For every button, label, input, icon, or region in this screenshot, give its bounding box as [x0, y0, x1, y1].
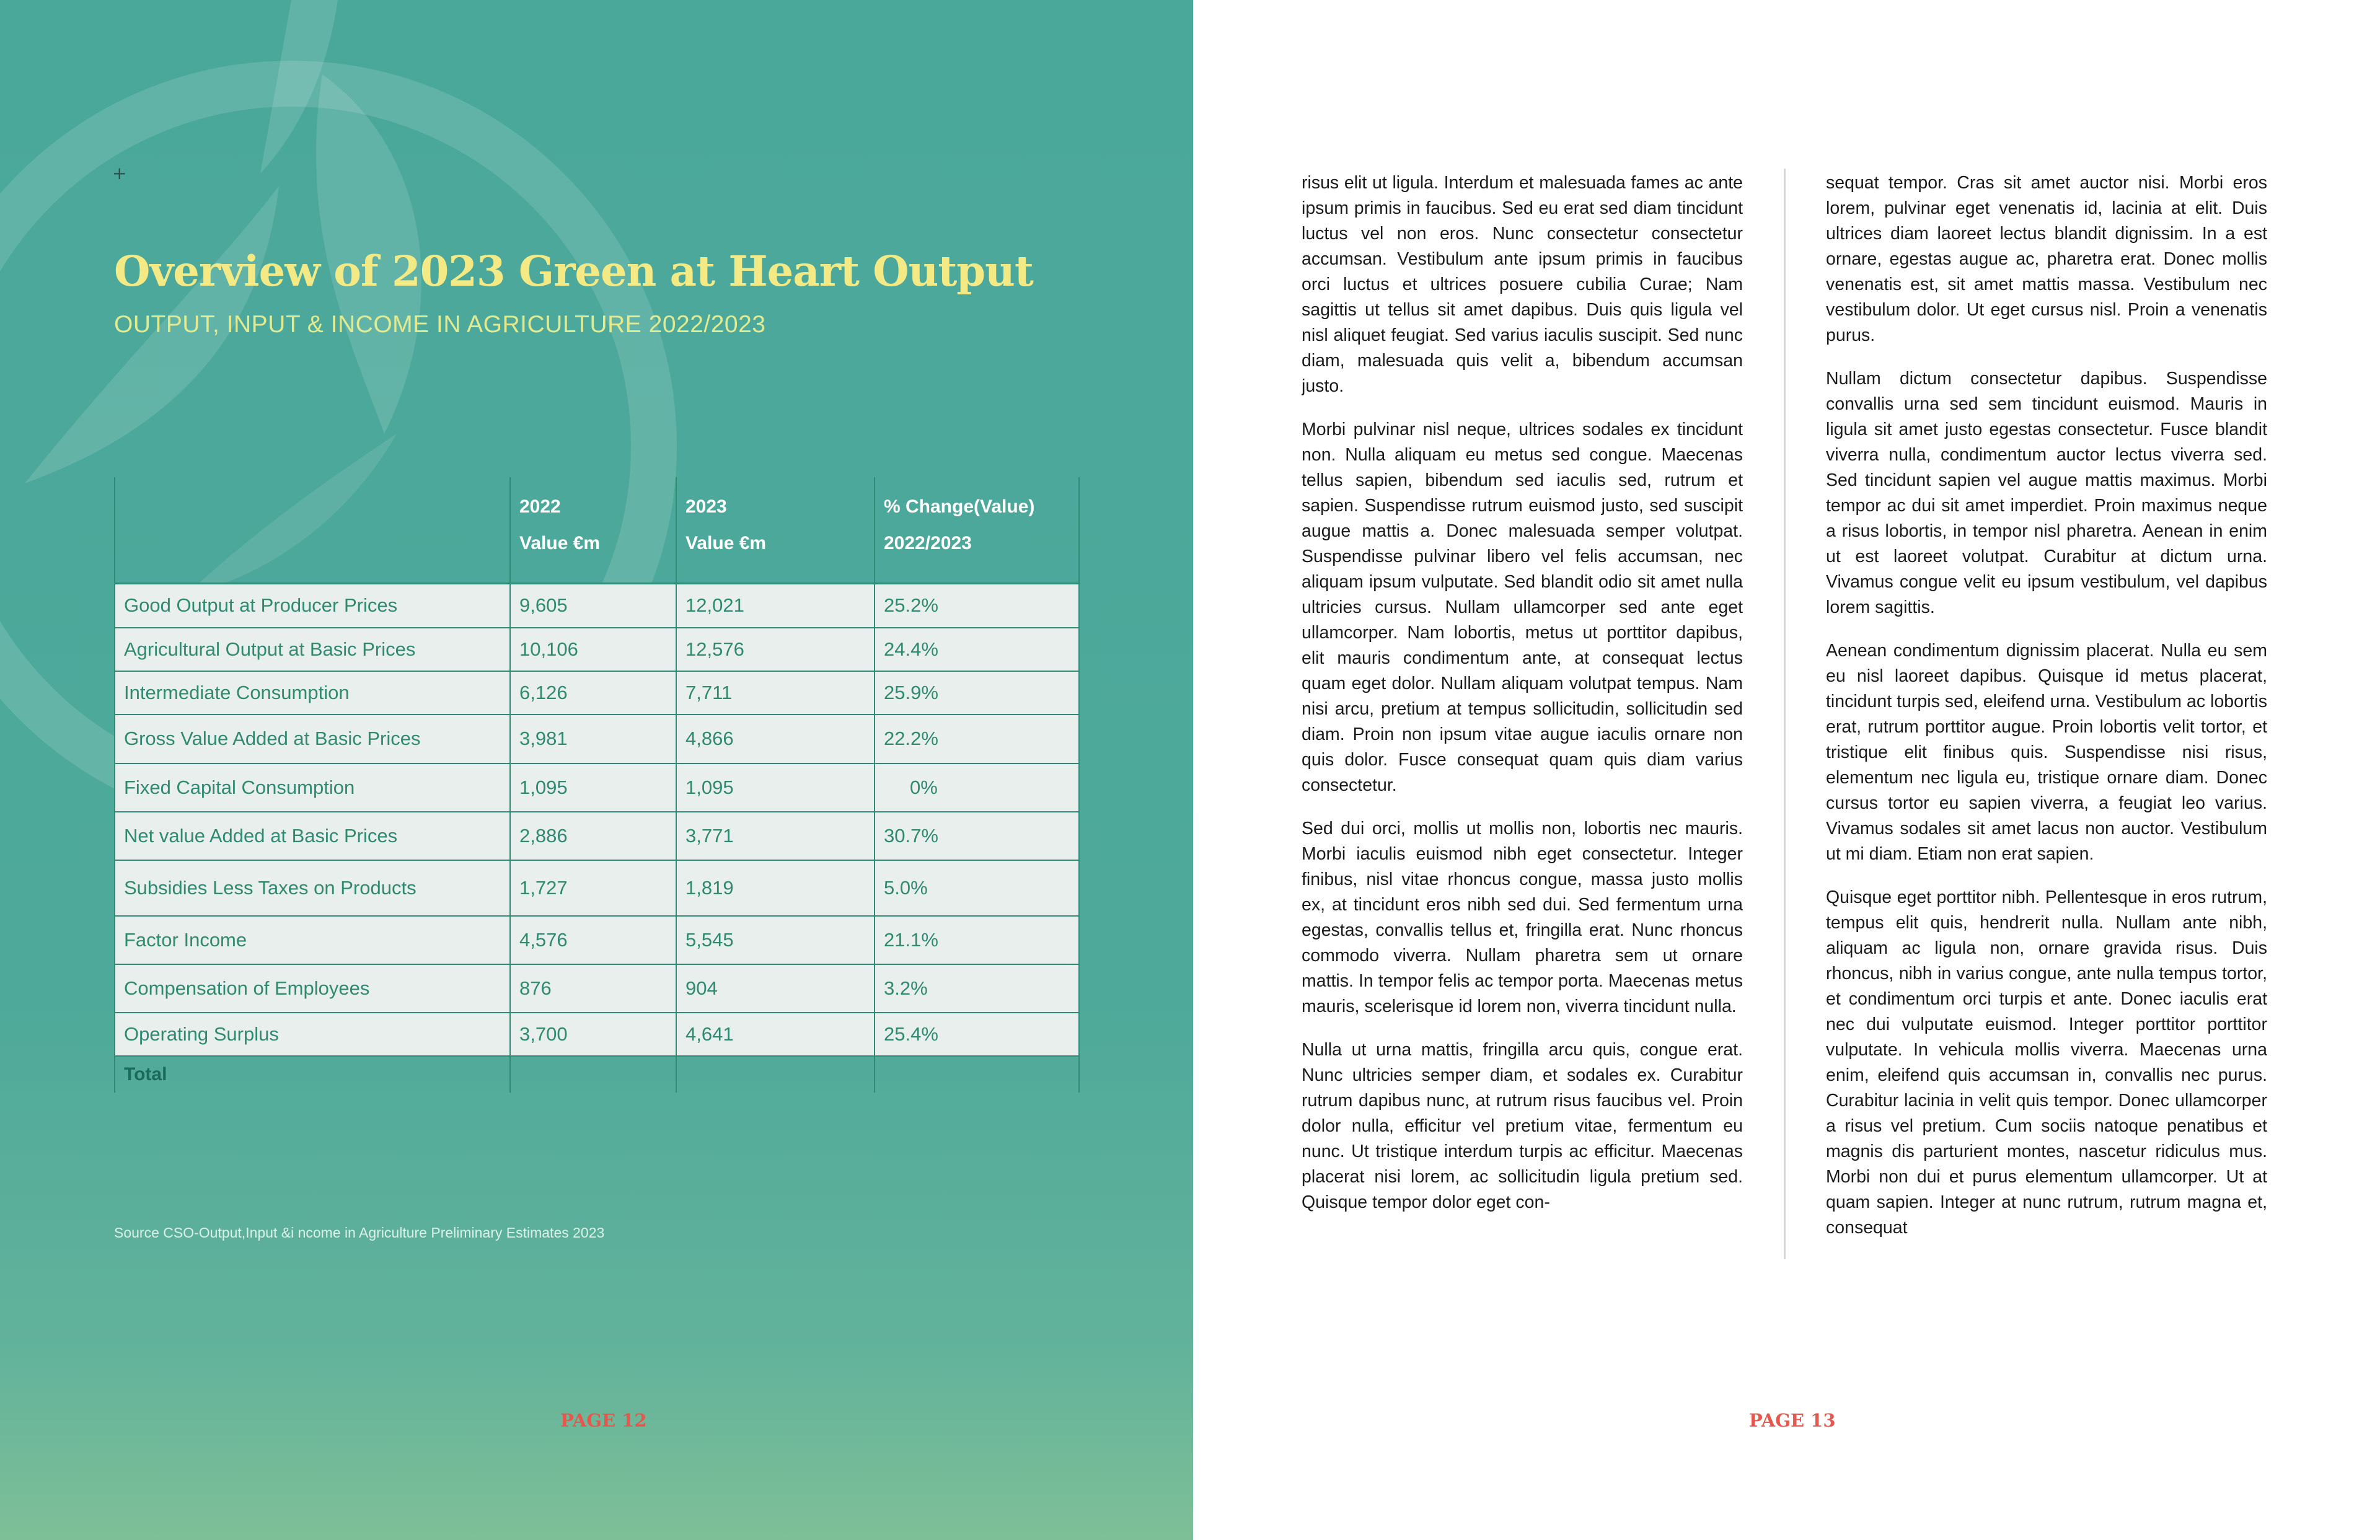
crop-mark: +: [112, 163, 127, 183]
value-change: 25.9%: [875, 671, 1079, 715]
table-row: [115, 860, 1079, 916]
value-2023: 904: [676, 964, 875, 1013]
value-2022: 1,095: [510, 763, 676, 812]
table-row: [115, 584, 1079, 628]
value-2022: 3,700: [510, 1013, 676, 1056]
value-change: 25.2%: [875, 584, 1079, 628]
value-2023: 7,711: [676, 671, 875, 715]
value-2023: 1,095: [676, 763, 875, 812]
table-row: [115, 812, 1079, 860]
value-change: 24.4%: [875, 628, 1079, 671]
value-2022: 9,605: [510, 584, 676, 628]
body-paragraph: Aenean condimentum dignissim placerat. Nulla eu sem eu nisl laoreet dapibus. Quisque id metus placerat, tincidunt turpis sed, eleifend urna. Vestibulum ac lobortis erat, rutrum porttitor augue. Proin lobortis velit tortor, et tristique elit finibus quis. Suspendisse nisi risus, elementum nec ligula eu, tristique ornare diam. Donec cursus tortor eu sapien viverra, a feugiat leo varius. Vivamus sodales sit amet lacus non auctor. Vestibulum ut mi diam. Etiam non erat sapien.: [1826, 641, 2267, 864]
page-number-right: PAGE 13: [1749, 1410, 1836, 1431]
page-title: Overview of 2023 Green at Heart Output: [114, 247, 1033, 296]
value-2022: 3,981: [510, 715, 676, 763]
value-2023: 4,866: [676, 715, 875, 763]
text-column-right: [1826, 170, 2267, 1261]
header-cell: Value €m: [510, 528, 676, 584]
value-2022: 2,886: [510, 812, 676, 860]
table-total-row: [115, 1056, 1079, 1093]
table-row: [115, 628, 1079, 671]
total-cell: [875, 1056, 1079, 1093]
value-2022: 4,576: [510, 916, 676, 964]
value-2022: 10,106: [510, 628, 676, 671]
source-note: Source CSO-Output,Input &i ncome in Agriculture Preliminary Estimates 2023: [114, 1225, 605, 1241]
total-cell: [676, 1056, 875, 1093]
value-2023: 3,771: [676, 812, 875, 860]
row-label: Compensation of Employees: [115, 964, 510, 1013]
value-2023: 5,545: [676, 916, 875, 964]
value-2023: 12,021: [676, 584, 875, 628]
table-row: [115, 916, 1079, 964]
text-column-left: [1302, 170, 1743, 1261]
value-change: 22.2%: [875, 715, 1079, 763]
page-subtitle: OUTPUT, INPUT & INCOME IN AGRICULTURE 2022/2023: [114, 311, 766, 338]
header-cell: Value €m: [676, 528, 875, 584]
row-label: Fixed Capital Consumption: [115, 763, 510, 812]
body-paragraph: Sed dui orci, mollis ut mollis non, lobortis nec mauris. Morbi iaculis euismod nibh eget consectetur. Integer finibus, nisl vitae rhoncus congue, massa justo mollis ex, at tincidunt eros nibh sed dui. Sed fermentum urna egestas, convallis tellus et, fringilla erat. Nunc rhoncus commodo viverra. Nullam pharetra sem ut ornare mattis. In tempor felis ac tempor porta. Maecenas metus mauris, scelerisque id lorem non, viverra tincidunt nulla.: [1302, 819, 1743, 1016]
body-paragraph: Quisque eget porttitor nibh. Pellentesque in eros rutrum, tempus elit quis, hendrerit nulla. Nullam ante nibh, aliquam ac ligula non, ornare gravida risus. Duis rhoncus, nibh in varius congue, ante nulla tempus tortor, et condimentum orci turpis et ante. Donec iaculis erat nec dui vulputate euismod. Integer porttitor porttitor vulputate. In vehicula mollis viverra. Maecenas urna enim, eleifend quis accumsan in, convallis nec purus. Curabitur lacinia in velit quis tempor. Donec ullamcorper a risus vel pretium. Cum sociis natoque penatibus et magnis dis parturient montes, nascetur ridiculus mus. Morbi non dui et purus elementum ullamcorper. Ut at quam sapien. Integer at nunc rutrum, rutrum magna et, consequat: [1826, 887, 2267, 1238]
body-paragraph: risus elit ut ligula. Interdum et malesuada fames ac ante ipsum primis in faucibus. Sed eu erat sed diam tincidunt luctus vel non eros. Nunc consectetur consectetur accumsan. Vestibulum ante ipsum primis in faucibus orci luctus et ultrices posuere cubilia Curae; Nam sagittis ut tellus sit amet dapibus. Duis quis ligula vel nisl aliquet feugiat. Sed varius iaculis suscipit. Sed nunc diam, malesuada quis velit a, bibendum accumsan justo.: [1302, 173, 1743, 396]
value-2023: 4,641: [676, 1013, 875, 1056]
value-2022: 1,727: [510, 860, 676, 916]
value-change: 5.0%: [875, 860, 1079, 916]
value-change: 0%: [875, 763, 1079, 812]
value-2023: 12,576: [676, 628, 875, 671]
row-label: Agricultural Output at Basic Prices: [115, 628, 510, 671]
value-change: 25.4%: [875, 1013, 1079, 1056]
table-row: [115, 671, 1079, 715]
value-change: 21.1%: [875, 916, 1079, 964]
header-cell: [115, 528, 510, 584]
table-subheader-row: [115, 528, 1079, 584]
value-2023: 1,819: [676, 860, 875, 916]
value-2022: 876: [510, 964, 676, 1013]
total-label: Total: [115, 1056, 510, 1093]
header-cell: [115, 477, 510, 528]
total-cell: [510, 1056, 676, 1093]
column-divider: [1784, 169, 1786, 1259]
body-paragraph: Morbi pulvinar nisl neque, ultrices sodales ex tincidunt non. Nulla aliquam eu metus sed congue. Maecenas tellus sapien, bibendum sed iaculis sed, rutrum et sapien. Suspendisse rutrum euismod justo, sed suscipit augue mattis a. Donec malesuada semper volutpat. Suspendisse pulvinar libero vel felis accumsan, nec aliquam ipsum vulputate. Sed blandit odio sit amet nulla ultricies cursus. Nullam ullamcorper sed ante eget ullamcorper. Nam lobortis, metus ut porttitor dapibus, elit mauris condimentum ante, at consequat lectus quam eget dolor. Nullam aliquam volutpat tempus. Nam nisi arcu, pretium at tempus sollicitudin, sollicitudin sed diam. Proin non ipsum vitae augue iaculis ornare non quis dolor. Fusce consequat quam quis diam varius consectetur.: [1302, 420, 1743, 795]
table-row: [115, 1013, 1079, 1056]
header-cell: 2022/2023: [875, 528, 1079, 584]
value-change: 3.2%: [875, 964, 1079, 1013]
page-number-left: PAGE 12: [560, 1410, 647, 1431]
value-2022: 6,126: [510, 671, 676, 715]
body-paragraph: Nullam dictum consectetur dapibus. Suspendisse convallis urna sed sem tincidunt euismod. Mauris in ligula sit amet justo egestas consectetur. Fusce blandit viverra nulla, condimentum auctor lectus viverra sed. Sed tincidunt sapien vel augue mattis maximus. Morbi tempor ac dui sit amet imperdiet. Proin maximus neque a risus lobortis, in tempor nisl pharetra. Aenean in enim ut est laoreet volutpat. Curabitur at dictum urna. Vivamus congue velit eu ipsum vestibulum, vel dapibus lorem sagittis.: [1826, 369, 2267, 617]
row-label: Good Output at Producer Prices: [115, 584, 510, 628]
row-label: Intermediate Consumption: [115, 671, 510, 715]
table-row: [115, 715, 1079, 763]
table-row: [115, 964, 1079, 1013]
row-label: Net value Added at Basic Prices: [115, 812, 510, 860]
row-label: Gross Value Added at Basic Prices: [115, 715, 510, 763]
row-label: Factor Income: [115, 916, 510, 964]
body-paragraph: Nulla ut urna mattis, fringilla arcu quis, congue erat. Nunc ultricies semper diam, et sodales ex. Curabitur rutrum dapibus nunc, at rutrum risus faucibus vel. Proin dolor nulla, efficitur vel pretium vitae, fermentum eu nunc. Ut tristique interdum turpis ac efficitur. Maecenas placerat nisi lorem, ac sollicitudin ligula pretium sed. Quisque tempor dolor eget con-: [1302, 1040, 1743, 1212]
header-cell: % Change(Value): [875, 477, 1079, 528]
table-header-row: [115, 477, 1079, 528]
output-table: [114, 477, 1080, 1093]
value-change: 30.7%: [875, 812, 1079, 860]
row-label: Subsidies Less Taxes on Products: [115, 860, 510, 916]
row-label: Operating Surplus: [115, 1013, 510, 1056]
table-row: [115, 763, 1079, 812]
header-cell: 2022: [510, 477, 676, 528]
header-cell: 2023: [676, 477, 875, 528]
body-paragraph: sequat tempor. Cras sit amet auctor nisi. Morbi eros lorem, pulvinar eget venenatis id, lacinia at elit. Duis ultrices diam laoreet lectus blandit dignissim. In a est ornare, egestas augue ac, pharetra erat. Donec mollis venenatis est, sit amet mattis massa. Vestibulum nec vestibulum dolor. Ut eget cursus nisl. Proin a venenatis purus.: [1826, 173, 2267, 345]
